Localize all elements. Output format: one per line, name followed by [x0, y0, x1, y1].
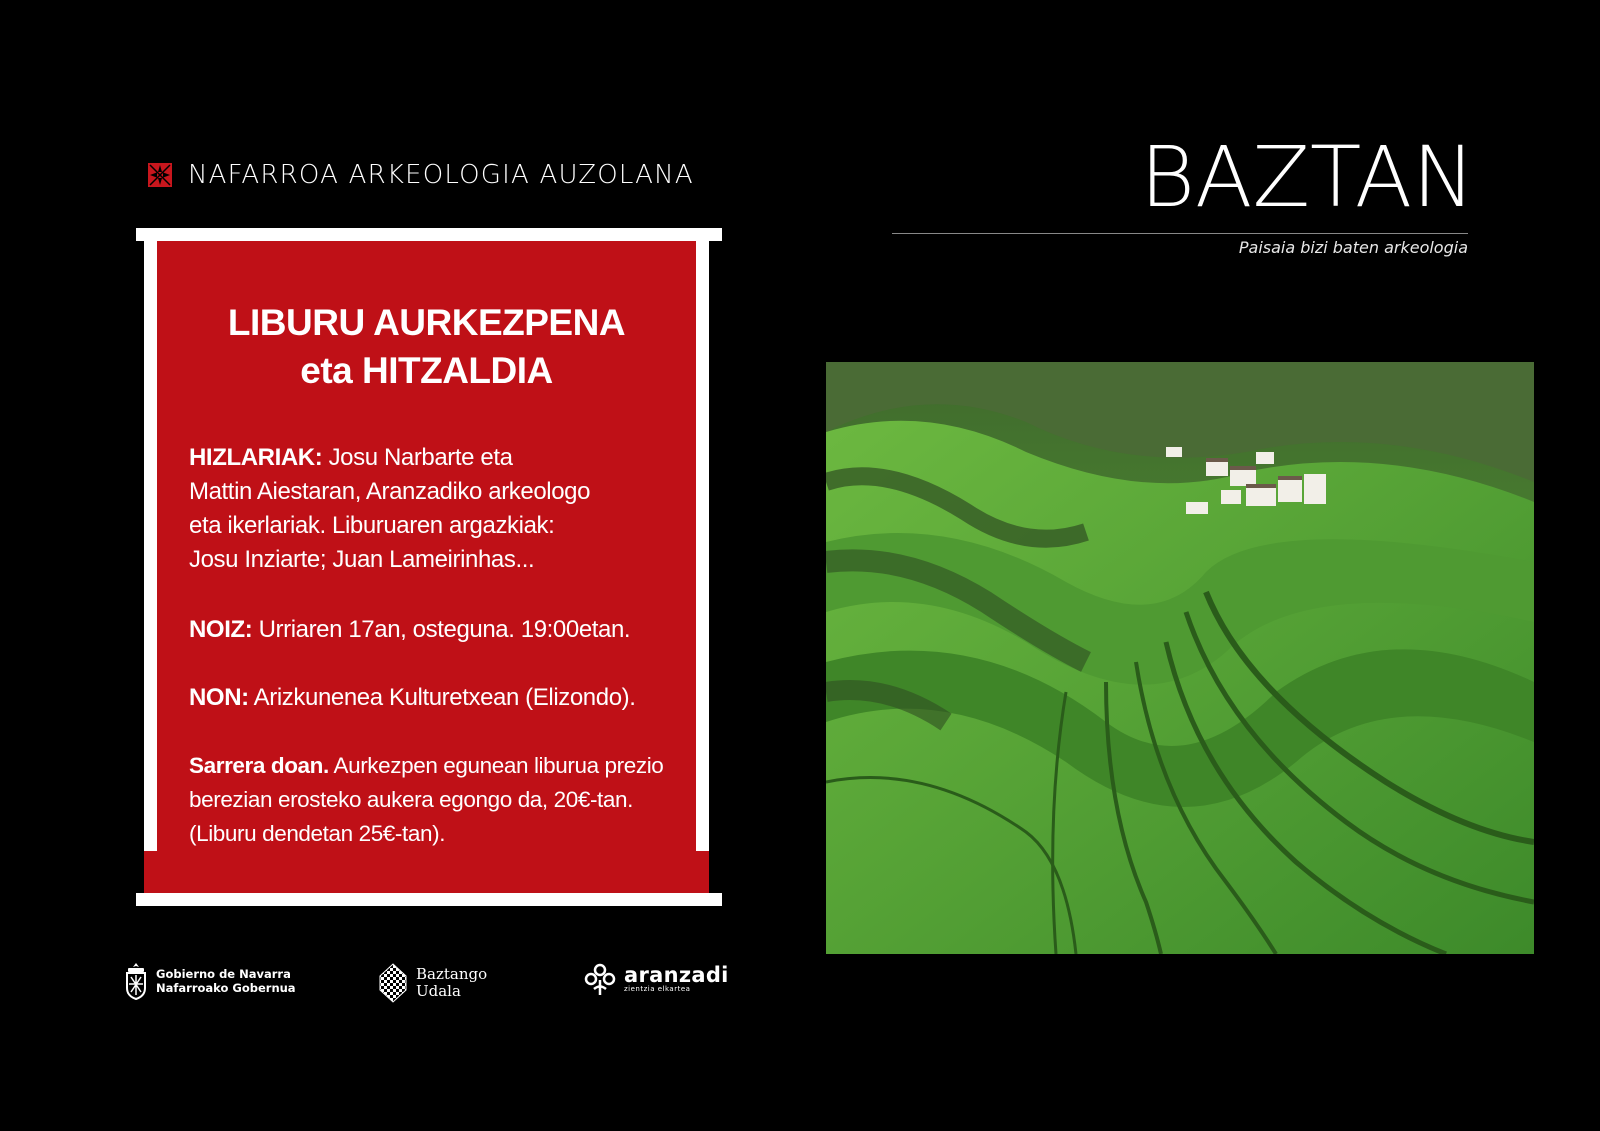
navarra-shield-icon	[124, 962, 148, 1000]
entry-label: Sarrera doan.	[189, 753, 329, 778]
speakers-block	[189, 441, 689, 577]
aranzadi-name: aranzadi	[624, 963, 729, 987]
navarra-name-line-1: Gobierno de Navarra	[156, 967, 291, 981]
frame-left-post	[144, 241, 157, 851]
entry-line-3: (Liburu dendetan 25€-tan).	[189, 821, 446, 846]
entry-line-2: berezian erosteko aukera egongo da, 20€-tan.	[189, 787, 633, 812]
event-headline	[144, 299, 709, 395]
when-block	[189, 613, 689, 647]
baztan-council-line-2: Udala	[416, 982, 461, 1000]
speakers-line-2: Mattin Aiestaran, Aranzadiko arkeologo	[189, 478, 591, 505]
baztan-council-logo	[378, 962, 487, 1004]
organization-title: NAFARROA ARKEOLOGIA AUZOLANA	[188, 160, 694, 190]
frame-right-post	[696, 241, 709, 851]
navarra-chain-icon	[148, 163, 172, 187]
event-panel-background	[144, 241, 709, 893]
navarra-name-line-2: Nafarroako Gobernua	[156, 981, 296, 995]
speakers-line-4: Josu Inziarte; Juan Lameirinhas...	[189, 546, 535, 573]
book-title: BAZTAN	[1140, 128, 1476, 226]
aranzadi-tagline: zientzia elkartea	[624, 985, 691, 993]
speakers-line-3: eta ikerlariak. Liburuaren argazkiak:	[189, 512, 555, 539]
where-label: NON:	[189, 684, 249, 711]
speakers-line-1: Josu Narbarte eta	[322, 444, 513, 471]
aranzadi-logo	[584, 962, 729, 996]
headline-line-2: eta HITZALDIA	[300, 350, 553, 391]
entry-line-1: Aurkezpen egunean liburua prezio	[328, 753, 664, 778]
when-text: Urriaren 17an, osteguna. 19:00etan.	[252, 616, 631, 643]
baztan-council-line-1: Baztango	[416, 965, 488, 983]
where-block	[189, 681, 689, 715]
speakers-label: HIZLARIAK:	[189, 444, 323, 471]
checkered-shield-icon	[378, 962, 408, 1004]
frame-top-bar	[136, 228, 722, 241]
where-text: Arizkunenea Kulturetxean (Elizondo).	[248, 684, 636, 711]
aranzadi-flower-icon	[584, 962, 616, 996]
event-panel	[136, 228, 722, 910]
entry-block	[189, 749, 689, 851]
headline-line-1: LIBURU AURKEZPENA	[227, 302, 626, 343]
frame-bottom-bar	[136, 893, 722, 906]
when-label: NOIZ:	[189, 616, 253, 643]
book-subtitle: Paisaia bizi baten arkeologia	[1238, 238, 1468, 257]
aerial-landscape-photo	[826, 362, 1534, 954]
title-divider	[892, 233, 1468, 234]
landscape-illustration	[826, 362, 1534, 954]
organization-header	[148, 160, 694, 190]
navarra-government-logo	[124, 962, 296, 1000]
